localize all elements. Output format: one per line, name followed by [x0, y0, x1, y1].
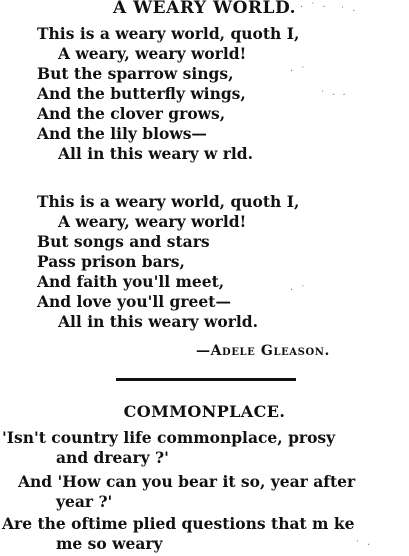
print-noise: ˙ · — [340, 6, 358, 17]
print-noise: ˙ · · — [320, 90, 348, 101]
poem-line: And the lily blows— — [37, 124, 207, 143]
print-noise: · ˙ · — [300, 2, 328, 13]
poem-line: year ?' — [56, 492, 113, 511]
poem-line: And love you'll greet— — [37, 292, 231, 311]
poem-title: COMMONPLACE. — [123, 402, 286, 421]
poem-line: All in this weary world. — [58, 312, 258, 331]
poem-line: And the clover grows, — [37, 104, 226, 123]
print-noise: · ˙ — [290, 66, 308, 77]
poem-line: This is a weary world, quoth I, — [37, 24, 300, 43]
poem-line: All in this weary w rld. — [58, 144, 254, 163]
poem-line: A weary, weary world! — [58, 44, 247, 63]
poem-line: 'Isn't country life commonplace, prosy — [2, 428, 336, 447]
poem-line: Pass prison bars, — [37, 252, 185, 271]
poem-line: And 'How can you bear it so, year after — [18, 472, 356, 491]
poem-line: me so weary — [56, 534, 163, 553]
poem-line: But songs and stars — [37, 232, 210, 251]
poem-line: And faith you'll meet, — [37, 272, 225, 291]
print-noise: · ˙ — [290, 285, 308, 296]
poem-line: Are the oftime plied questions that m ke — [2, 514, 355, 533]
author-signature: —Adele Gleason. — [196, 343, 330, 359]
poem-line: and dreary ?' — [56, 448, 169, 467]
divider-rule — [116, 378, 296, 381]
poem-title: A WEARY WORLD. — [112, 0, 297, 18]
poem-line: A weary, weary world! — [58, 212, 247, 231]
poem-line: And the butterfly wings, — [37, 84, 246, 103]
poem-line: This is a weary world, quoth I, — [37, 192, 300, 211]
print-noise: ˙ · — [355, 540, 373, 551]
poem-line: But the sparrow sings, — [37, 64, 234, 83]
